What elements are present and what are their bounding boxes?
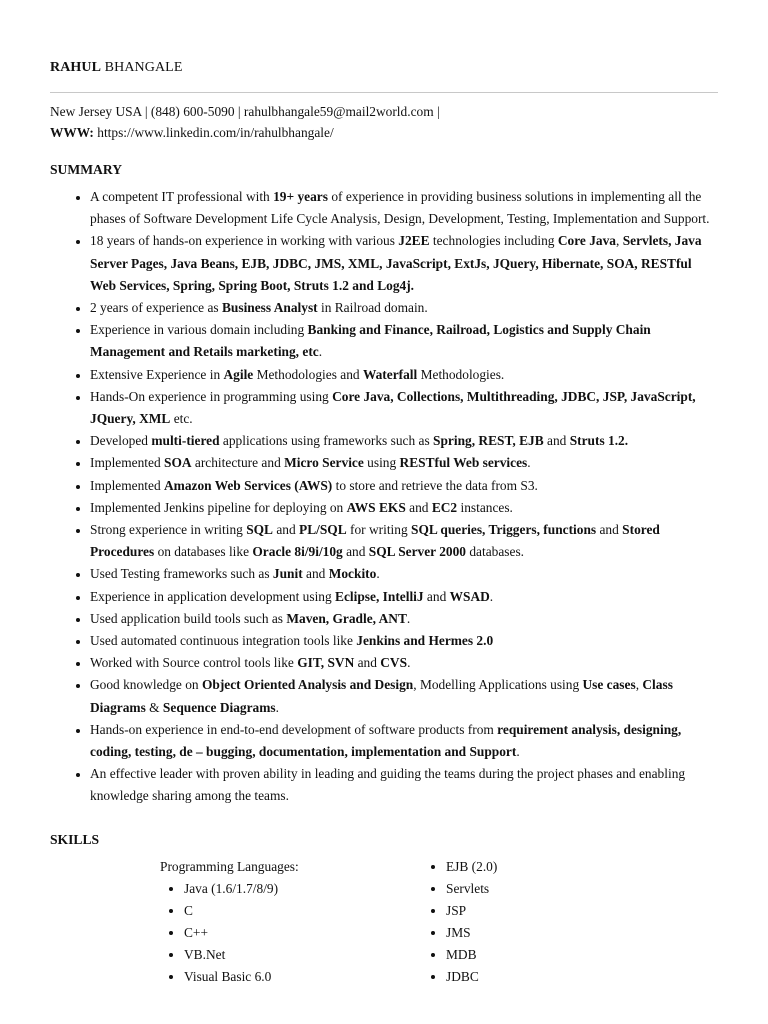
skill-item: • MDB xyxy=(446,944,497,966)
summary-item-text: architecture and xyxy=(191,455,285,471)
www-label: WWW: xyxy=(50,125,94,140)
www-line xyxy=(50,122,440,143)
summary-item-text: . xyxy=(376,566,380,582)
summary-item-text: and xyxy=(302,566,329,582)
summary-item-bold-text: Sequence Diagrams xyxy=(162,699,276,715)
summary-item-bold-text: Business Analyst xyxy=(221,300,318,316)
summary-item xyxy=(90,608,718,630)
summary-item-bold-text: AWS EKS xyxy=(346,499,406,515)
summary-item-text: of experience in providing business solutions in implementing all the phases of Software Development Life Cycle Analysis, Design, Development, Testing, Implementation and Support. xyxy=(90,189,710,227)
skill-item: • JMS xyxy=(446,922,497,944)
contact-line: New Jersey USA | (848) 600-5090 | rahulbhangale59@mail2world.com | xyxy=(50,104,440,119)
summary-item xyxy=(90,519,718,563)
skill-item: • Java (1.6/1.7/8/9) xyxy=(184,878,299,900)
summary-item xyxy=(90,319,718,363)
skill-item: • JSP xyxy=(446,900,497,922)
summary-item-text: . xyxy=(406,610,411,626)
summary-item-text: etc. xyxy=(170,411,193,427)
summary-item-text: , xyxy=(635,677,643,693)
skill-item: • C++ xyxy=(184,922,299,944)
summary-item-text: and xyxy=(543,433,570,449)
summary-item xyxy=(90,763,718,807)
summary-item-bold-text: CVS xyxy=(380,655,408,671)
summary-item xyxy=(90,563,718,585)
summary-item-bold-text: EC2 xyxy=(431,499,458,515)
summary-item-bold-text: Mockito xyxy=(328,566,377,582)
summary-item-bold-text: Amazon Web Services (AWS) xyxy=(164,477,333,493)
summary-item xyxy=(90,475,718,497)
summary-item-bold-text: Oracle 8i/9i/10g xyxy=(252,544,343,560)
summary-item-text: Worked with Source control tools like xyxy=(90,655,298,671)
summary-item-text: Methodologies and xyxy=(253,366,363,382)
skill-item: • EJB (2.0) xyxy=(446,856,497,878)
summary-item-text: in Railroad domain. xyxy=(317,300,428,316)
skill-item: • Visual Basic 6.0 xyxy=(184,966,299,988)
summary-item-bold-text: Use cases xyxy=(582,677,636,693)
summary-item-bold-text: Spring, REST, EJB xyxy=(433,433,544,449)
header-divider xyxy=(50,92,718,93)
summary-item xyxy=(90,586,718,608)
summary-item-text: using xyxy=(363,455,400,471)
programming-languages-list xyxy=(160,878,299,988)
linkedin-link[interactable]: https://www.linkedin.com/in/rahulbhangale/ xyxy=(97,125,334,140)
summary-item-text: 2 years of experience as xyxy=(90,300,222,316)
skill-item: • VB.Net xyxy=(184,944,299,966)
summary-item xyxy=(90,630,718,652)
summary-item-text: Good knowledge on xyxy=(90,677,202,693)
candidate-name xyxy=(50,60,182,76)
summary-item-bold-text: Jenkins and Hermes 2.0 xyxy=(356,633,494,649)
summary-item-text: and xyxy=(405,499,432,515)
summary-item-text: and xyxy=(354,655,381,671)
summary-item-bold-text: Servlets, Java Server Pages, Java Beans, EJB, JDBC, JMS, XML, JavaScript, ExtJs, JQuery, Hibernate, SOA, RESTful Web Services, Spring, Spring Boot, Struts 1.2 and Log4j. xyxy=(90,233,702,293)
summary-item-text: and xyxy=(423,588,450,604)
summary-item-text: Strong experience in writing xyxy=(90,522,247,538)
summary-item-text: databases. xyxy=(466,544,525,560)
summary-item-bold-text: Waterfall xyxy=(362,366,418,382)
summary-item-bold-text: Banking and Finance, Railroad, Logistics and Supply Chain Management and Retails marketing, etc xyxy=(90,322,651,360)
summary-item-bold-text: Object Oriented Analysis and Design xyxy=(201,677,414,693)
java-technologies-list xyxy=(422,856,497,988)
summary-item-text: Used automated continuous integration tools like xyxy=(90,633,357,649)
summary-item-text: An effective leader with proven ability in leading and guiding the teams during the project phases and enabling knowledge sharing among the teams. xyxy=(90,766,686,804)
summary-item-text: and xyxy=(342,544,369,560)
summary-item-bold-text: multi-tiered xyxy=(151,433,220,449)
summary-item-text: . xyxy=(527,455,531,471)
first-name: RAHUL xyxy=(50,60,102,75)
summary-item-text: Hands-On experience in programming using xyxy=(90,388,333,404)
summary-item-text: to store and retrieve the data from S3. xyxy=(332,477,538,493)
summary-item-text: Used application build tools such as xyxy=(90,610,287,626)
summary-item-text: Implemented xyxy=(90,477,164,493)
summary-item-text: Implemented xyxy=(90,455,164,471)
summary-item-bold-text: WSAD xyxy=(449,588,490,604)
summary-item-bold-text: SQL xyxy=(246,522,273,538)
summary-item xyxy=(90,386,718,430)
summary-item-text: 18 years of hands-on experience in working with various xyxy=(90,233,399,249)
summary-item xyxy=(90,230,718,297)
summary-item-text: for writing xyxy=(346,522,411,538)
summary-item-text: and xyxy=(596,522,623,538)
summary-item-bold-text: PL/SQL xyxy=(299,522,347,538)
summary-item-text: Extensive Experience in xyxy=(90,366,224,382)
summary-item-bold-text: SOA xyxy=(164,455,192,471)
summary-item-text: Implemented Jenkins pipeline for deploying on xyxy=(90,499,347,515)
summary-item-bold-text: GIT, SVN xyxy=(297,655,355,671)
summary-item xyxy=(90,719,718,763)
summary-item xyxy=(90,652,718,674)
summary-item-bold-text: Maven, Gradle, ANT xyxy=(286,610,407,626)
summary-item xyxy=(90,452,718,474)
summary-list xyxy=(50,186,718,808)
summary-item-text: and xyxy=(272,522,300,538)
skills-left-column xyxy=(160,856,299,988)
summary-item-text: A competent IT professional with xyxy=(90,189,274,204)
summary-item xyxy=(90,430,718,452)
summary-item-bold-text: RESTful Web services xyxy=(399,455,528,471)
summary-item-text: . xyxy=(489,588,494,604)
skill-item: • Servlets xyxy=(446,878,497,900)
summary-item-bold-text: Agile xyxy=(223,366,254,382)
summary-item-text: , Modelling Applications using xyxy=(413,677,583,693)
programming-languages-heading: Programming Languages: xyxy=(160,859,299,874)
skill-item: • JDBC xyxy=(446,966,497,988)
contact-block xyxy=(50,101,440,143)
summary-item-bold-text: requirement analysis, designing, coding, testing, de – bugging, documentation, implementation and Support xyxy=(90,721,682,760)
summary-item-bold-text: Struts 1.2. xyxy=(569,433,629,449)
summary-item-text: . xyxy=(318,344,323,360)
summary-item xyxy=(90,497,718,519)
summary-item-bold-text: J2EE xyxy=(398,233,430,249)
summary-item xyxy=(90,186,718,230)
summary-item-text: . xyxy=(275,699,279,715)
summary-item-text: technologies including xyxy=(429,233,558,249)
last-name: BHANGALE xyxy=(104,60,183,75)
summary-item-text: . xyxy=(407,655,411,671)
summary-item-text: instances. xyxy=(457,499,513,515)
summary-item-bold-text: Eclipse, IntelliJ xyxy=(335,588,424,604)
skills-right-column xyxy=(422,856,497,988)
summary-item-text: on databases like xyxy=(154,544,253,560)
summary-item-bold-text: Core Java xyxy=(557,233,616,249)
summary-heading: SUMMARY xyxy=(50,162,123,177)
summary-item-text: Experience in application development using xyxy=(90,588,336,604)
summary-item-text: & xyxy=(145,699,163,715)
summary-item-text: Experience in various domain including xyxy=(90,322,308,338)
summary-item-bold-text: Junit xyxy=(272,566,303,582)
summary-item-text: Methodologies. xyxy=(417,366,505,382)
summary-item-bold-text: SQL queries, Triggers, functions xyxy=(411,522,597,538)
summary-item-text: . xyxy=(516,744,520,760)
summary-item-text: applications using frameworks such as xyxy=(219,433,434,449)
summary-item xyxy=(90,364,718,386)
summary-item-text: Used Testing frameworks such as xyxy=(90,566,273,582)
summary-item-text: Developed xyxy=(90,433,152,449)
summary-item-bold-text: Class Diagrams xyxy=(90,677,673,715)
summary-item-text: Hands-on experience in end-to-end development of software products from xyxy=(90,721,498,737)
summary-item-bold-text: Micro Service xyxy=(284,455,364,471)
skills-heading: SKILLS xyxy=(50,832,100,847)
summary-item-bold-text: Stored Procedures xyxy=(90,522,660,560)
summary-item xyxy=(90,297,718,319)
summary-item-bold-text: 19+ years xyxy=(273,189,328,204)
skill-item: • C xyxy=(184,900,299,922)
summary-item-bold-text: SQL Server 2000 xyxy=(368,544,467,560)
summary-item-bold-text: Core Java, Collections, Multithreading, JDBC, JSP, JavaScript, JQuery, XML xyxy=(90,388,696,427)
summary-item xyxy=(90,674,718,718)
summary-item-text: , xyxy=(616,233,623,249)
